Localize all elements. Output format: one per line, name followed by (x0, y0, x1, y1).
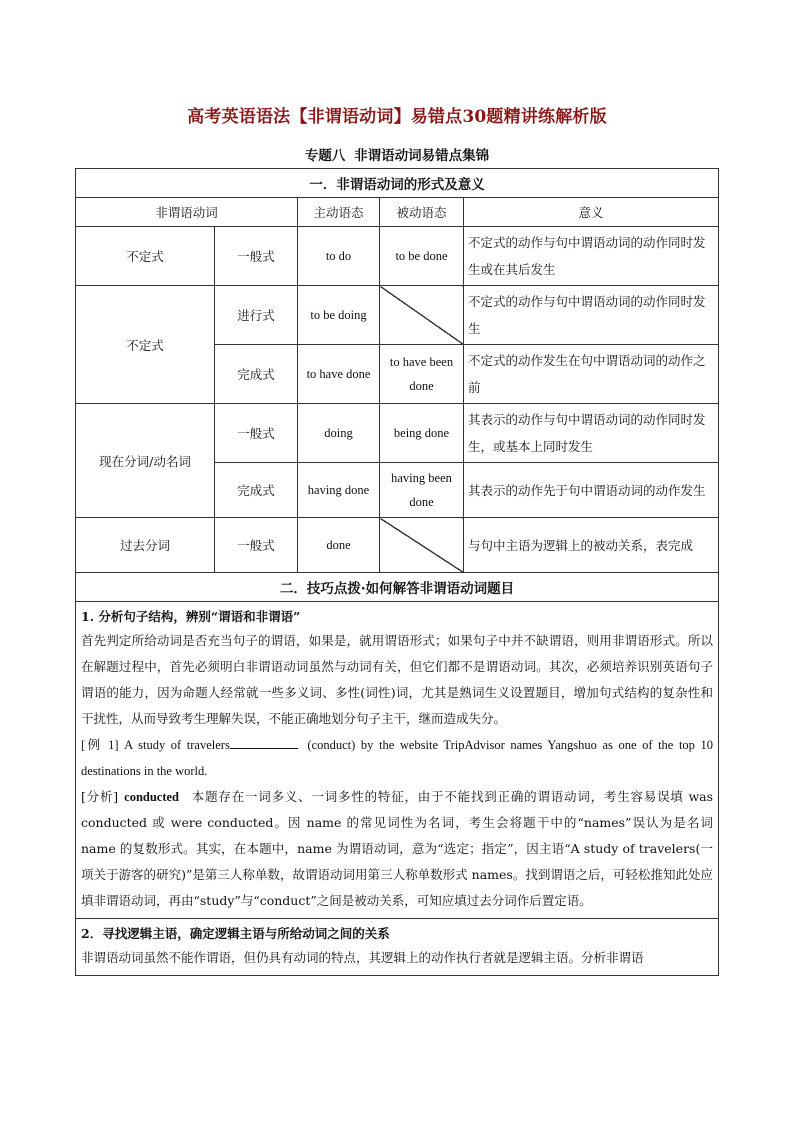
point1-paragraph: 首先判定所给动词是否充当句子的谓语，如果是，就用谓语形式；如果句子中并不缺谓语，则用非谓语形式。所以在解题过程中，首先必须明白非谓语动词虽然与动词有关，但它们都不是谓语动词。其次，必须培养识别英语句子谓语的能力，因为命题人经常就一些多义词、多性(词性)词，尤其是熟词生义设置题目，增加句式结构的复杂性和干扰性，从而导致考生理解失误，不能正确地划分句子主干，继而造成失分。 (81, 633, 714, 726)
meaning-cell: 不定式的动作发生在句中谓语动词的动作之前 (464, 345, 719, 404)
subtitle-text: 非谓语动词易错点集锦 (354, 148, 490, 164)
empty-diagonal-cell (380, 518, 464, 573)
form-cell: 完成式 (215, 463, 298, 518)
analysis-label: [分析] (81, 789, 119, 804)
passive-cell: to have been done (380, 345, 464, 404)
document-title: 高考英语语法【非谓语动词】易错点30题精讲练解析版 (187, 107, 607, 127)
form-cell: 一般式 (215, 404, 298, 463)
group-cell: 过去分词 (76, 518, 215, 573)
analysis-paragraph (81, 784, 713, 914)
example-rest: (conduct) by the website TripAdvisor names Yangshuo as one of the top 10 destinations in the world. (81, 738, 714, 778)
passive-cell: having been done (380, 463, 464, 518)
form-cell: 一般式 (215, 227, 298, 286)
main-table (75, 168, 719, 976)
table-row (76, 227, 719, 286)
point1-cell (76, 602, 719, 919)
header-passive: 被动语态 (380, 198, 464, 227)
point1-heading: 1. 分析句子结构，辨别“谓语和非谓语” (81, 609, 301, 624)
group-cell: 不定式 (76, 286, 215, 404)
group-cell: 现在分词/动名词 (76, 404, 215, 518)
header-active: 主动语态 (298, 198, 380, 227)
meaning-cell: 与句中主语为逻辑上的被动关系，表完成 (464, 518, 719, 573)
meaning-cell: 不定式的动作与句中谓语动词的动作同时发生 (464, 286, 719, 345)
header-nonfinite: 非谓语动词 (76, 198, 298, 227)
document-subtitle (0, 144, 794, 164)
point2-paragraph: 非谓语动词虽然不能作谓语，但仍具有动词的特点，其逻辑上的动作执行者就是逻辑主语。分析非谓语 (81, 950, 644, 965)
example-label: [例 1] A study of travelers (81, 738, 230, 752)
active-cell: to be doing (298, 286, 380, 345)
table-row (76, 518, 719, 573)
header-meaning: 意义 (464, 198, 719, 227)
point2-row (76, 919, 719, 976)
table-row (76, 286, 719, 345)
point2-heading: 2．寻找逻辑主语，确定逻辑主语与所给动词之间的关系 (81, 926, 390, 941)
subtitle-topic: 专题八 (304, 148, 346, 164)
active-cell: having done (298, 463, 380, 518)
active-cell: doing (298, 404, 380, 463)
analysis-answer: conducted (124, 790, 180, 804)
section1-heading: 一．非谓语动词的形式及意义 (76, 169, 719, 198)
passive-cell: being done (380, 404, 464, 463)
active-cell: done (298, 518, 380, 573)
table-row (76, 404, 719, 463)
meaning-cell: 不定式的动作与句中谓语动词的动作同时发生或在其后发生 (464, 227, 719, 286)
answer-blank (230, 734, 298, 749)
section2-heading: 二．技巧点拨·如何解答非谓语动词题目 (76, 573, 719, 602)
active-cell: to have done (298, 345, 380, 404)
meaning-cell: 其表示的动作与句中谓语动词的动作同时发生，或基本上同时发生 (464, 404, 719, 463)
group-cell: 不定式 (76, 227, 215, 286)
form-cell: 进行式 (215, 286, 298, 345)
point1-row (76, 602, 719, 919)
meaning-cell: 其表示的动作先于句中谓语动词的动作发生 (464, 463, 719, 518)
form-cell: 一般式 (215, 518, 298, 573)
form-cell: 完成式 (215, 345, 298, 404)
table-header-row (76, 198, 719, 227)
example-1 (81, 732, 713, 784)
point2-cell (76, 919, 719, 976)
analysis-text: 本题存在一词多义、一词多性的特征，由于不能找到正确的谓语动词，考生容易误填 was conducted 或 were conducted。因 name 的常见词性为名词，考生会将题干中的“names”误认为是名词 name 的复数形式。其实，在本题中，name 为谓语动词，意为“选定；指定”，因主语“A study of travelers(一项关于游客的研究)”是第三人称单数，故谓语动词用第三人称单数形式 names。找到谓语之后，可轻松推知此处应填非谓语动词，再由“study”与“conduct”之间是被动关系，可知应填过去分词作后置定语。 (81, 789, 714, 908)
passive-cell: to be done (380, 227, 464, 286)
active-cell: to do (298, 227, 380, 286)
empty-diagonal-cell (380, 286, 464, 345)
